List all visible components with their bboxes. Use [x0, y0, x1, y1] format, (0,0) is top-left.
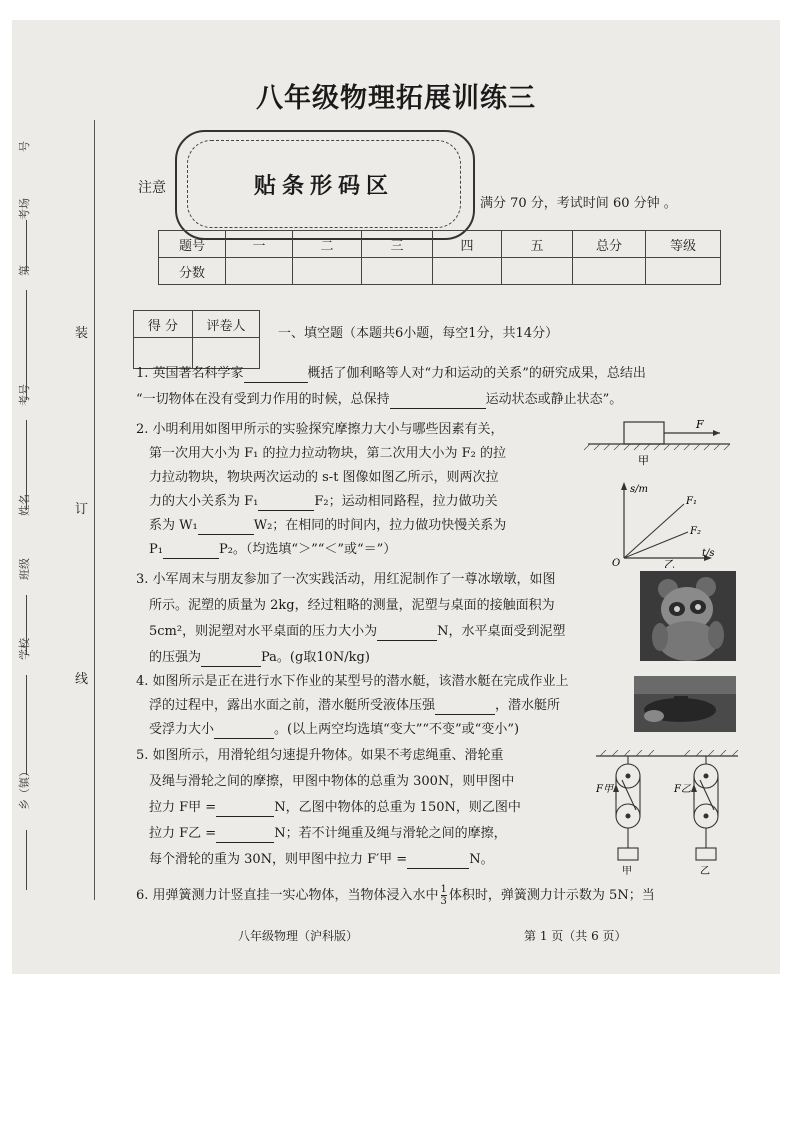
line-f1-label: F₁ [686, 496, 697, 507]
pulley-jia-label: 甲 [622, 866, 632, 877]
answer-blank[interactable] [435, 699, 495, 715]
fill-line [26, 830, 27, 890]
grader-name-label: 评卷人 [193, 311, 260, 338]
binding-zhuang: 装 [75, 326, 89, 341]
notice-label: 注意 [138, 180, 166, 196]
fill-line [26, 290, 27, 400]
pulley-yi [694, 756, 718, 860]
score-table-header: 一 [226, 231, 293, 258]
fig-yi-label: 乙 [664, 558, 675, 568]
q5-line4: 拉力 F乙 = N；若不计绳重及绳与滑轮之间的摩擦， [149, 826, 507, 841]
pulley-jia [616, 756, 640, 860]
submarine-image [634, 676, 736, 732]
ceiling-hatch [600, 750, 738, 756]
score-table [158, 230, 721, 285]
answer-blank[interactable] [216, 827, 274, 843]
fill-line [26, 595, 27, 655]
score-info: 满分 70 分，考试时间 60 分钟 。 [480, 196, 677, 211]
section-heading: 一、填空题（本题共6小题，每空1分，共14分） [278, 326, 559, 341]
answer-blank[interactable] [214, 723, 274, 739]
pulley-yi-force: F乙 [674, 784, 691, 795]
q2-line6: P₁ P₂。（均选填“＞”“＜”或“＝”） [149, 542, 397, 557]
q1-line1: 1. 英国著名科学家 概括了伽利略等人对“力和运动的关系”的研究成果，总结出 [136, 366, 646, 381]
score-table-header: 总分 [573, 231, 646, 258]
q5-line3: 拉力 F甲 = N，乙图中物体的总重为 150N，则乙图中 [149, 800, 521, 815]
score-row-label: 分数 [159, 258, 226, 285]
x-axis-label: t/s [702, 548, 715, 559]
answer-blank[interactable] [390, 393, 486, 409]
score-table-header: 三 [362, 231, 433, 258]
barcode-area [175, 130, 475, 240]
grader-table [133, 310, 260, 369]
score-cell [433, 258, 502, 285]
answer-blank[interactable] [258, 495, 314, 511]
score-table-header: 等级 [646, 231, 721, 258]
fig-jia-label: 甲 [638, 454, 649, 467]
score-table-header: 四 [433, 231, 502, 258]
fill-line [26, 220, 27, 270]
pulley-jia-arrow [613, 784, 619, 792]
line-f2 [624, 532, 688, 558]
label-hao: 号 [18, 141, 31, 152]
y-axis-arrow [621, 482, 627, 490]
y-axis-label: s/m [630, 484, 648, 495]
q5-line5: 每个滑轮的重为 30N，则甲图中拉力 F′甲 = N。 [149, 852, 494, 867]
binding-xian: 线 [75, 672, 89, 687]
answer-blank[interactable] [201, 651, 261, 667]
force-arrow-head [713, 430, 720, 436]
answer-blank[interactable] [407, 853, 469, 869]
pulley-yi-arrow [691, 784, 697, 792]
binding-ding: 订 [75, 502, 89, 517]
label-kaochang: 考场 [18, 198, 31, 220]
clay-mascot-photo [640, 571, 736, 661]
score-cell [362, 258, 433, 285]
label-di: 第 [18, 265, 31, 276]
q3-line1: 3. 小军周末与朋友参加了一次实践活动，用红泥制作了一尊冰墩墩，如图 [136, 572, 556, 587]
answer-blank[interactable] [198, 519, 254, 535]
score-table-header: 五 [502, 231, 573, 258]
block [624, 422, 664, 444]
score-table-header: 题号 [159, 231, 226, 258]
q6-line1: 6. 用弹簧测力计竖直挂一实心物体，当物体浸入水中 $\frac{1}{3}$ 体积时，弹簧测力计示数为 5N；当 [136, 884, 655, 907]
score-cell [646, 258, 721, 285]
grader-score-label: 得 分 [134, 311, 193, 338]
q4-line1: 4. 如图所示是正在进行水下作业的某型号的潜水艇，该潜水艇在完成作业上 [136, 674, 569, 689]
q4-line3: 受浮力大小 。(以上两空均选填“变大”“不变”或“变小”) [149, 722, 520, 737]
score-cell [502, 258, 573, 285]
submarine-photo [634, 676, 736, 732]
answer-blank[interactable] [377, 625, 437, 641]
score-table-header: 二 [293, 231, 362, 258]
clay-mascot-image [640, 571, 736, 661]
label-xingming: 姓名 [18, 494, 31, 516]
barcode-label: 贴条形码区 [187, 140, 461, 228]
footer-subject: 八年级物理（沪科版） [238, 929, 359, 943]
line-f2-label: F₂ [690, 526, 701, 537]
answer-blank[interactable] [163, 543, 219, 559]
score-cell [293, 258, 362, 285]
q1-line2: “一切物体在没有受到力作用的时候，总保持 运动状态或静止状态”。 [136, 392, 623, 407]
q2-line4: 力的大小关系为 F₁ F₂；运动相同路程，拉力做功关 [149, 494, 498, 509]
exam-page [12, 20, 780, 974]
q3-line2: 所示。泥塑的质量为 2kg，经过粗略的测量，泥塑与桌面的接触面积为 [149, 598, 555, 613]
binding-line [94, 120, 95, 900]
exam-title: 八年级物理拓展训练三 [256, 83, 536, 114]
ground-hatch [584, 444, 730, 450]
answer-blank[interactable] [216, 801, 274, 817]
label-xuexiao: 学校 [18, 638, 31, 660]
answer-blank[interactable] [244, 367, 308, 383]
label-xiangzhen: 乡（镇） [18, 766, 31, 810]
q3-line3: 5cm²，则泥塑对水平桌面的压力大小为 N，水平桌面受到泥塑 [149, 624, 566, 639]
label-kaohao: 考号 [18, 384, 31, 406]
pulley-jia-force: F甲 [596, 784, 613, 795]
fill-line [26, 675, 27, 775]
line-f1 [624, 504, 684, 558]
fraction-one-third: $\frac{1}{3}$ [440, 884, 447, 907]
q2-line1: 2. 小明利用如图甲所示的实验探究摩擦力大小与哪些因素有关， [136, 422, 504, 437]
origin-label: O [612, 558, 621, 568]
q4-line2: 浮的过程中，露出水面之前，潜水艇所受液体压强 ，潜水艇所 [149, 698, 561, 713]
q2-line5: 系为 W₁ W₂；在相同的时间内，拉力做功快慢关系为 [149, 518, 507, 533]
q5-line1: 5. 如图所示，用滑轮组匀速提升物体。如果不考虑绳重、滑轮重 [136, 748, 504, 763]
score-cell [226, 258, 293, 285]
pulley-yi-label: 乙 [700, 866, 710, 877]
footer-page: 第 1 页（共 6 页） [524, 929, 627, 943]
q2-line3: 力拉动物块，物块两次运动的 s-t 图像如图乙所示，则两次拉 [149, 470, 499, 485]
q5-line2: 及绳与滑轮之间的摩擦，甲图中物体的总重为 300N，则甲图中 [149, 774, 515, 789]
score-cell [573, 258, 646, 285]
label-banji: 班级 [18, 558, 31, 580]
force-label: F [696, 418, 704, 431]
q2-figures [580, 408, 744, 568]
pulley-figures [592, 750, 742, 882]
fill-line [26, 420, 27, 510]
q2-line2: 第一次用大小为 F₁ 的拉力拉动物块，第二次用大小为 F₂ 的拉 [149, 446, 506, 461]
q3-line4: 的压强为 Pa。(g取10N/kg) [149, 650, 370, 665]
